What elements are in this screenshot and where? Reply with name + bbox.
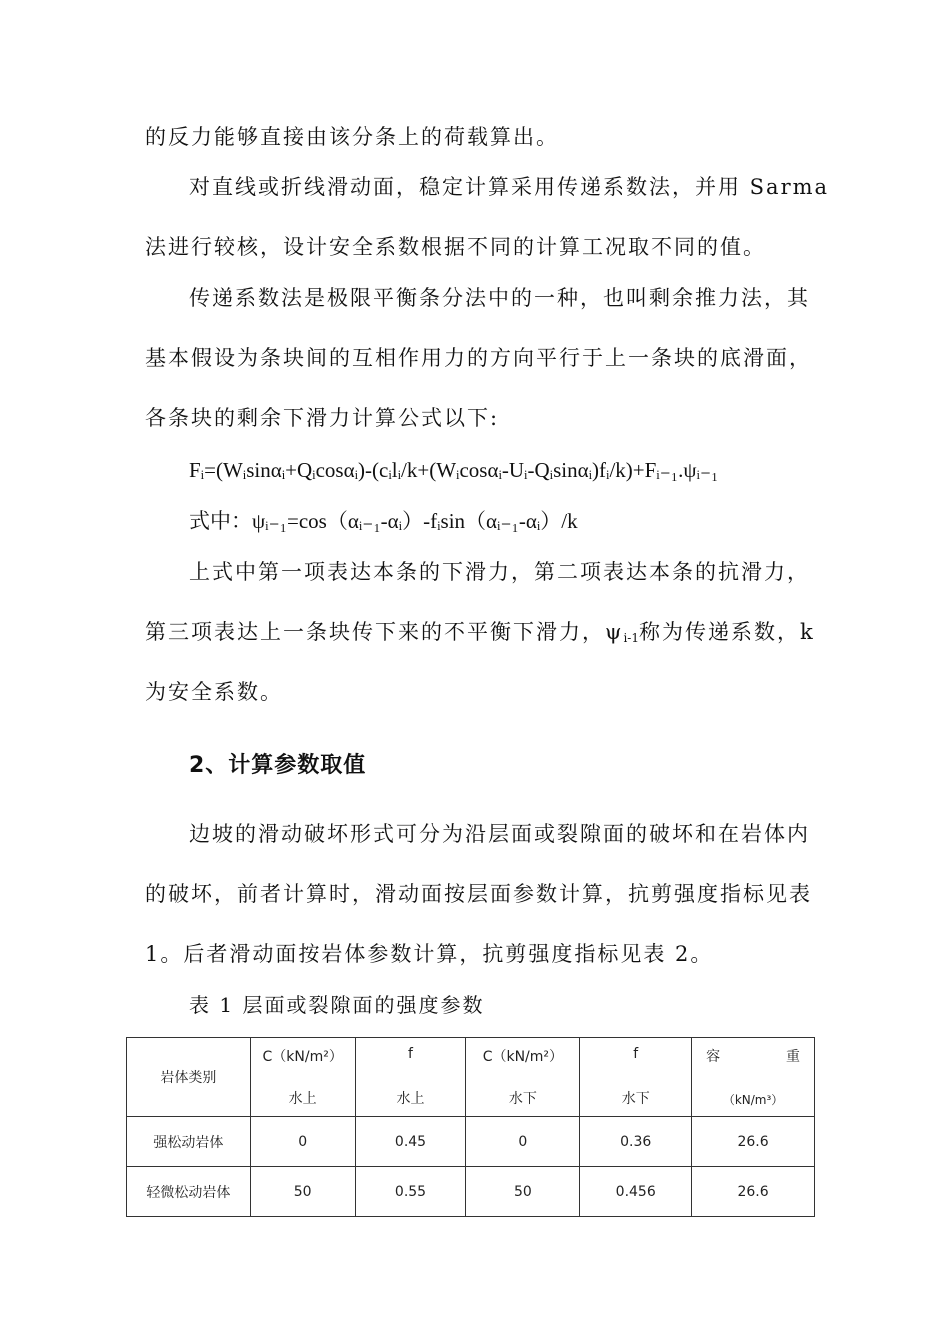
- psi-subscript: i-1: [623, 631, 639, 645]
- cell-f-above: 0.45: [355, 1117, 466, 1167]
- para5-line1: 边坡的滑动破坏形式可分为沿层面或裂隙面的破坏和在岩体内: [189, 822, 810, 846]
- strength-parameter-table: [126, 1037, 815, 1217]
- header-unit-weight: 容 重 （kN/m³）: [692, 1038, 815, 1117]
- para4-line1: 上式中第一项表达本条的下滑力，第二项表达本条的抗滑力，: [189, 560, 810, 584]
- header-c-above: C（kN/m²） 水上: [250, 1038, 355, 1117]
- cell-rock-type: 强松动岩体: [127, 1117, 251, 1167]
- table-header-row: [127, 1038, 815, 1117]
- cell-c-above: 0: [250, 1117, 355, 1167]
- para3-line2: 基本假设为条块间的互相作用力的方向平行于上一条块的底滑面，: [145, 346, 812, 370]
- formula-main: Fᵢ=(Wᵢsinαᵢ+Qᵢcosαᵢ)-(cᵢlᵢ/k+(Wᵢcosαᵢ-Uᵢ-Qᵢsinαᵢ)fᵢ/k)+Fᵢ₋₁.ψᵢ₋₁: [189, 458, 719, 482]
- para1-line1: 的反力能够直接由该分条上的荷载算出。: [145, 125, 559, 149]
- para4-line2-b: 称为传递系数，k: [639, 620, 815, 644]
- cell-c-below: 50: [466, 1167, 580, 1217]
- cell-unit-weight: 26.6: [692, 1117, 815, 1167]
- table-row: [127, 1167, 815, 1217]
- para4-line2: [145, 622, 815, 644]
- para2-line2: 法进行较核，设计安全系数根据不同的计算工况取不同的值。: [145, 235, 766, 259]
- table-row: [127, 1117, 815, 1167]
- para3-line3: 各条块的剩余下滑力计算公式以下:: [145, 406, 500, 430]
- section-heading: 2、计算参数取值: [189, 753, 367, 778]
- table-caption: 表 1 层面或裂隙面的强度参数: [189, 993, 485, 1017]
- cell-c-below: 0: [466, 1117, 580, 1167]
- cell-c-above: 50: [250, 1167, 355, 1217]
- para2-line1: 对直线或折线滑动面，稳定计算采用传递系数法，并用 Sarma: [189, 175, 830, 199]
- para4-line2-a: 第三项表达上一条块传下来的不平衡下滑力，ψ: [145, 620, 624, 644]
- cell-f-below: 0.36: [580, 1117, 692, 1167]
- para5-line2: 的破坏，前者计算时，滑动面按层面参数计算，抗剪强度指标见表: [145, 882, 812, 906]
- cell-unit-weight: 26.6: [692, 1167, 815, 1217]
- header-f-below: f 水下: [580, 1038, 692, 1117]
- cell-f-above: 0.55: [355, 1167, 466, 1217]
- para4-line3: 为安全系数。: [145, 680, 283, 704]
- cell-rock-type: 轻微松动岩体: [127, 1167, 251, 1217]
- header-rock-type: 岩体类别: [127, 1038, 251, 1117]
- para5-line3: 1。后者滑动面按岩体参数计算，抗剪强度指标见表 2。: [145, 942, 714, 966]
- header-c-below: C（kN/m²） 水下: [466, 1038, 580, 1117]
- formula-where: 式中：ψᵢ₋₁=cos（αᵢ₋₁-αᵢ）-fᵢsin（αᵢ₋₁-αᵢ）/k: [189, 509, 578, 533]
- para3-line1: 传递系数法是极限平衡条分法中的一种，也叫剩余推力法，其: [189, 286, 810, 310]
- cell-f-below: 0.456: [580, 1167, 692, 1217]
- header-f-above: f 水上: [355, 1038, 466, 1117]
